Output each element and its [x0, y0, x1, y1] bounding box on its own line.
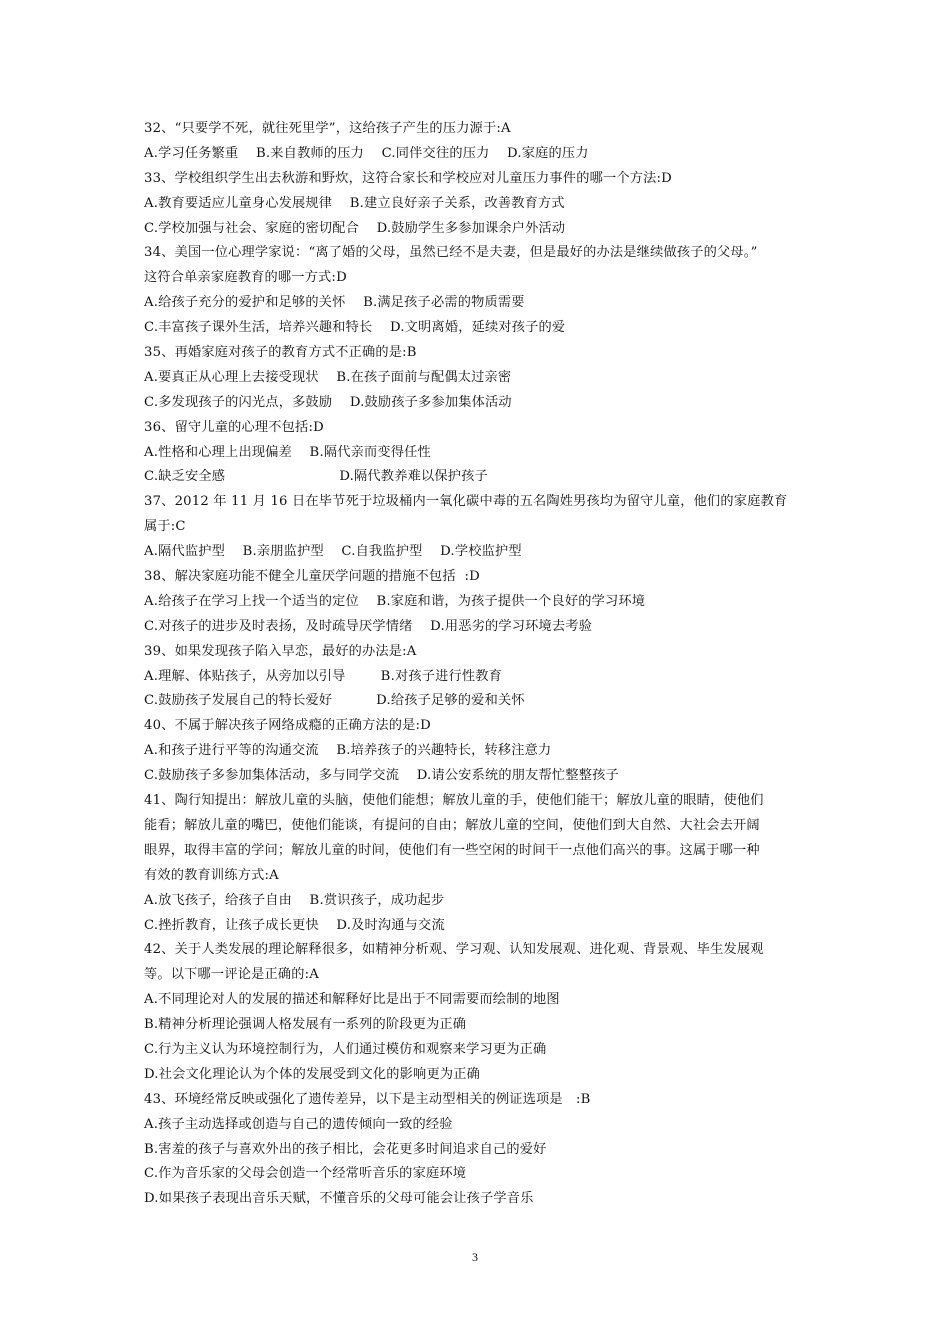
text-line: A.给孩子在学习上找一个适当的定位 B.家庭和谐，为孩子提供一个良好的学习环境: [144, 593, 646, 609]
text-line: D.社会文化理论认为个体的发展受到文化的影响更为正确: [144, 1066, 480, 1082]
text-line: C.鼓励孩子多参加集体活动，多与同学交流 D.请公安系统的朋友帮忙整整孩子: [144, 768, 619, 784]
text-line: 33、学校组织学生出去秋游和野炊，这符合家长和学校应对儿童压力事件的哪一个方法:D: [144, 170, 672, 186]
text-line: A.要真正从心理上去接受现状 B.在孩子面前与配偶太过亲密: [144, 369, 512, 385]
text-line: A.不同理论对人的发展的描述和解释好比是出于不同需要而绘制的地图: [144, 992, 560, 1008]
text-line: 有效的教育训练方式:A: [144, 867, 279, 883]
text-line: C.对孩子的进步及时表扬，及时疏导厌学情绪 D.用恶劣的学习环境去考验: [144, 618, 593, 634]
text-line: A.隔代监护型 B.亲朋监护型 C.自我监护型 D.学校监护型: [144, 544, 522, 560]
text-line: C.多发现孩子的闪光点，多鼓励 D.鼓励孩子多参加集体活动: [144, 394, 512, 410]
text-line: B.害羞的孩子与喜欢外出的孩子相比，会花更多时间追求自己的爱好: [144, 1141, 547, 1157]
text-line: 43、环境经常反映或强化了遗传差异，以下是主动型相关的例证选项是 :B: [144, 1091, 591, 1107]
text-line: A.和孩子进行平等的沟通交流 B.培养孩子的兴趣特长，转移注意力: [144, 743, 552, 759]
text-line: 39、如果发现孩子陷入早恋，最好的办法是:A: [144, 643, 417, 659]
text-line: C.鼓励孩子发展自己的特长爱好 D.给孩子足够的爱和关怀: [144, 693, 525, 709]
text-line: 42、关于人类发展的理论解释很多，如精神分析观、学习观、认知发展观、进化观、背景观、毕生发展观: [144, 942, 764, 958]
text-line: 36、留守儿童的心理不包括:D: [144, 419, 324, 435]
text-line: 32、“只要学不死，就往死里学”，这给孩子产生的压力源于:A: [144, 121, 511, 136]
text-line: C.丰富孩子课外生活，培养兴趣和特长 D.文明离婚，延续对孩子的爱: [144, 320, 566, 336]
text-line: 属于:C: [144, 519, 186, 535]
text-line: C.挫折教育，让孩子成长更快 D.及时沟通与交流: [144, 917, 445, 933]
page-number: 3: [472, 1250, 478, 1264]
text-line: 34、美国一位心理学家说：“离了婚的父母，虽然已经不是夫妻，但是最好的办法是继续做孩子的父母。”: [144, 245, 758, 261]
text-line: 37、2012 年 11 月 16 日在毕节死于垃圾桶内一氧化碳中毒的五名陶姓男孩均为留守儿童，他们的家庭教育: [144, 494, 788, 510]
text-line: A.给孩子充分的爱护和足够的关怀 B.满足孩子必需的物质需要: [144, 295, 525, 311]
text-line: B.精神分析理论强调人格发展有一系列的阶段更为正确: [144, 1017, 467, 1033]
text-line: 40、不属于解决孩子网络成瘾的正确方法的是:D: [144, 718, 431, 734]
text-line: A.放飞孩子，给孩子自由 B.赏识孩子，成功起步: [144, 892, 445, 908]
text-line: C.行为主义认为环境控制行为，人们通过模仿和观察来学习更为正确: [144, 1041, 547, 1057]
question-list: [144, 117, 816, 1212]
text-line: A.教育要适应儿童身心发展规律 B.建立良好亲子关系，改善教育方式: [144, 195, 565, 211]
text-line: 这符合单亲家庭教育的哪一方式:D: [144, 270, 347, 286]
text-line: D.如果孩子表现出音乐天赋，不懂音乐的父母可能会让孩子学音乐: [144, 1191, 534, 1207]
text-line: 41、陶行知提出：解放儿童的头脑，使他们能想；解放儿童的手，使他们能干；解放儿童的眼睛，使他们: [144, 793, 764, 809]
text-line: 能看；解放儿童的嘴巴，使他们能谈，有提问的自由；解放儿童的空间，使他们到大自然、大社会去开阔: [144, 817, 760, 833]
text-line: 35、再婚家庭对孩子的教育方式不正确的是:B: [144, 345, 417, 361]
text-line: 等。以下哪一评论是正确的:A: [144, 967, 320, 983]
text-line: C.学校加强与社会、家庭的密切配合 D.鼓励学生多参加课余户外活动: [144, 220, 566, 236]
text-line: A.性格和心理上出现偏差 B.隔代亲而变得任性: [144, 444, 431, 460]
text-line: C.作为音乐家的父母会创造一个经常听音乐的家庭环境: [144, 1166, 467, 1182]
text-line: C.缺乏安全感 D.隔代教养难以保护孩子: [144, 469, 488, 485]
text-line: A.学习任务繁重 B.来自教师的压力 C.同伴交往的压力 D.家庭的压力: [144, 145, 589, 161]
text-line: 38、解决家庭功能不健全儿童厌学问题的措施不包括 :D: [144, 569, 480, 585]
text-line: 眼界，取得丰富的学问；解放儿童的时间，使他们有一些空闲的时间干一点他们高兴的事。这属于哪一种: [144, 842, 760, 858]
text-line: A.孩子主动选择或创造与自己的遗传倾向一致的经验: [144, 1116, 453, 1132]
text-line: A.理解、体贴孩子，从旁加以引导 B.对孩子进行性教育: [144, 668, 503, 684]
